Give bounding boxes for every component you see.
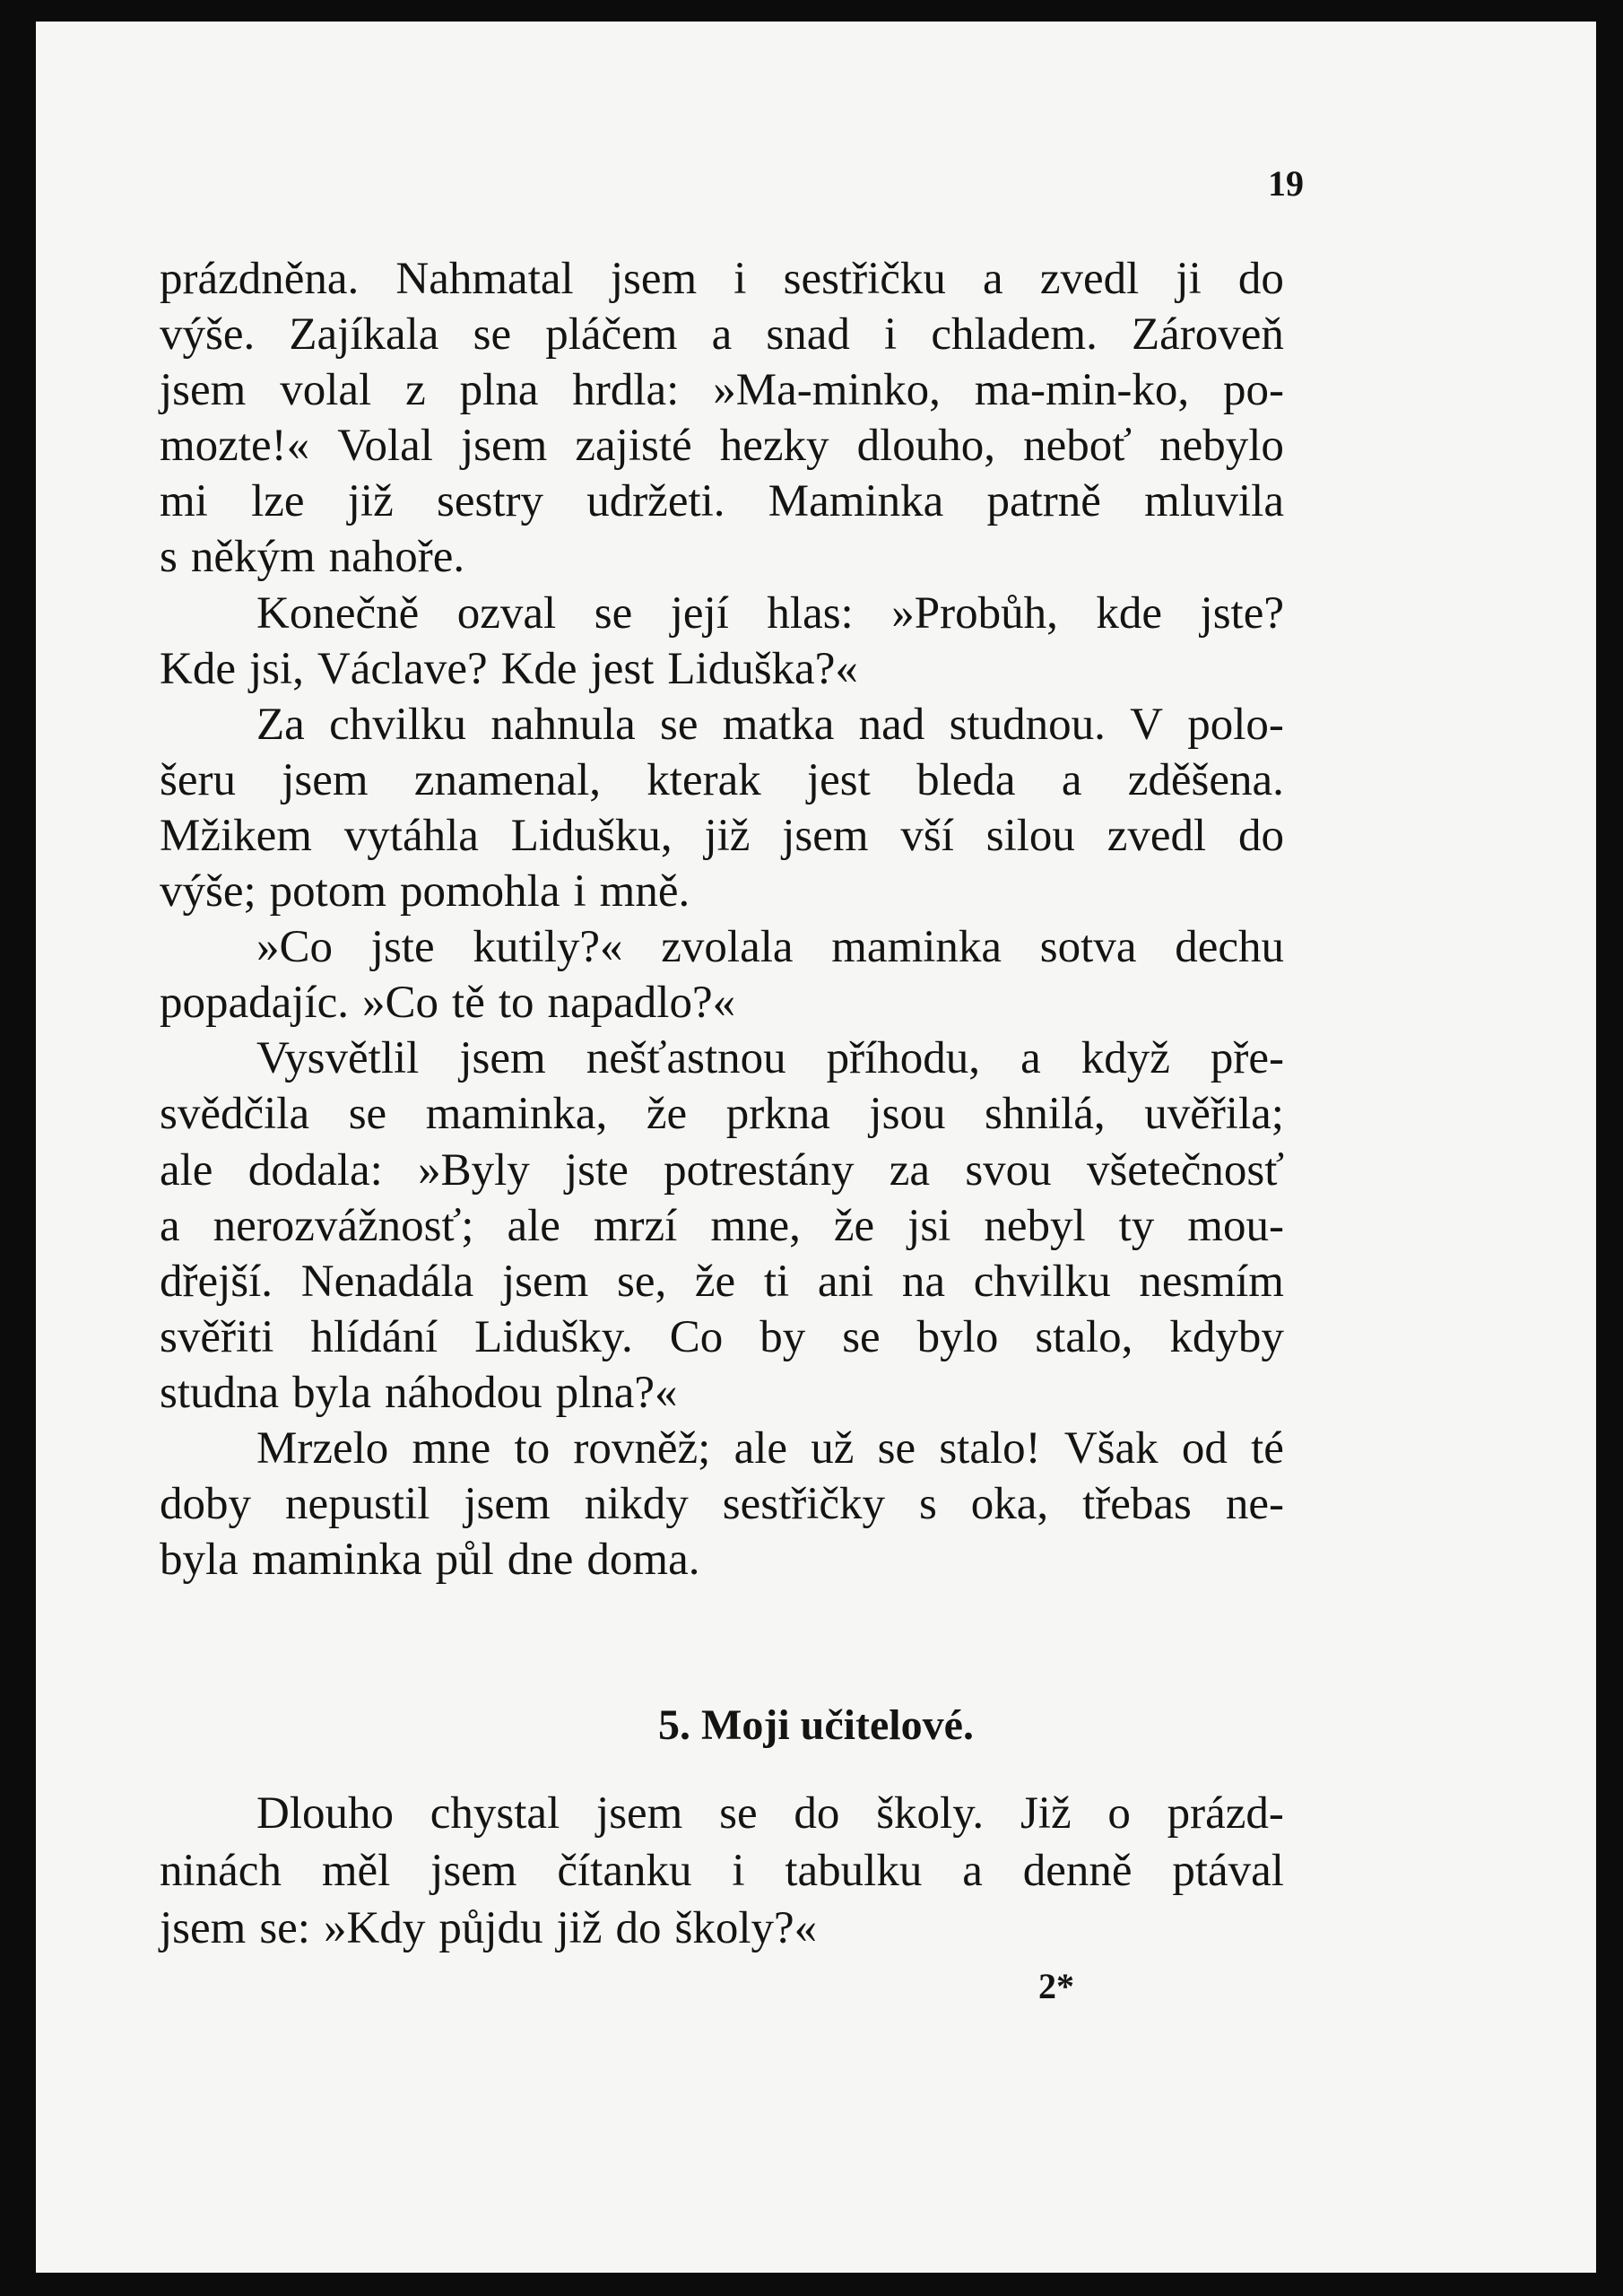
text-line: Konečně ozval se její hlas: »Probůh, kde jste? [256,587,1284,639]
text-line: popadajíc. »Co tě to napadlo?« [160,978,736,1029]
text-line: prázdněna. Nahmatal jsem i sestřičku a zvedl ji do [160,254,1284,304]
body-text-section-1 [160,251,1284,1587]
body-text-section-2 [160,1785,1284,1957]
text-line: ale dodala: »Byly jste potrestány za svou všetečnosť [160,1144,1284,1196]
text-line: mozte!« Volal jsem zajisté hezky dlouho, neboť nebylo [160,421,1284,472]
text-line: jsem volal z plna hrdla: »Ma-minko, ma-min-ko, po- [160,365,1284,416]
chapter-heading: 5. Moji učitelové. [658,1701,974,1749]
text-line: byla maminka půl dne doma. [160,1535,700,1586]
text-line: výše; potom pomohla i mně. [160,866,690,918]
text-line: Kde jsi, Václave? Kde jest Liduška?« [160,643,858,694]
text-line: šeru jsem znamenal, kterak jest bleda a zděšena. [160,754,1284,805]
text-line: Za chvilku nahnula se matka nad studnou. V polo- [256,699,1284,750]
text-line: doby nepustil jsem nikdy sestřičky s oka, třebas ne- [160,1479,1284,1530]
text-line: výše. Zajíkala se pláčem a snad i chladem. Zároveň [160,309,1284,361]
text-line: dřejší. Nenadála jsem se, že ti ani na chvilku nesmím [160,1256,1284,1307]
text-line: svědčila se maminka, že prkna jsou shnilá, uvěřila; [160,1089,1284,1140]
text-line: s někým nahoře. [160,532,465,583]
text-line: Dlouho chystal jsem se do školy. Již o prázd- [256,1788,1284,1839]
text-line: a nerozvážnosť; ale mrzí mne, že jsi nebyl ty mou- [160,1200,1284,1251]
signature-mark: 2* [1038,1966,1074,2006]
text-line: jsem se: »Kdy půjdu již do školy?« [160,1903,818,1953]
text-line: Vysvětlil jsem nešťastnou příhodu, a když pře- [256,1033,1284,1084]
text-line: svěřiti hlídání Lidušky. Co by se bylo stalo, kdyby [160,1311,1284,1362]
text-line: ninách měl jsem čítanku i tabulku a denně ptával [160,1846,1284,1896]
page-number: 19 [1268,163,1304,204]
text-line: Mžikem vytáhla Lidušku, již jsem vší silou zvedl do [160,810,1284,861]
text-line: »Co jste kutily?« zvolala maminka sotva dechu [256,922,1284,973]
text-line: studna byla náhodou plna?« [160,1367,678,1418]
text-line: Mrzelo mne to rovněž; ale už se stalo! Však od té [256,1422,1284,1474]
text-line: mi lze již sestry udržeti. Maminka patrně mluvila [160,476,1284,527]
